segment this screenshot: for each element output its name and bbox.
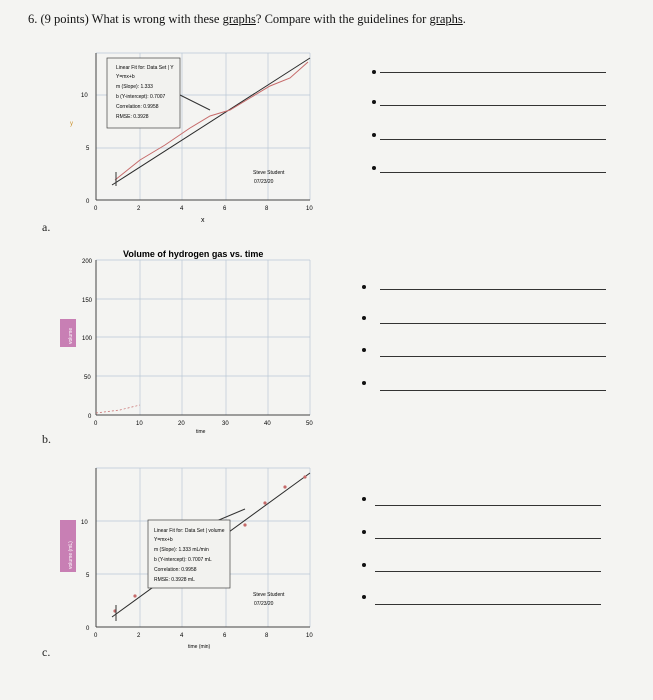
svg-text:8: 8 <box>265 633 269 639</box>
svg-text:0: 0 <box>86 626 90 632</box>
graph-c <box>60 465 330 655</box>
answer-line[interactable] <box>380 323 606 324</box>
svg-text:0: 0 <box>86 199 90 205</box>
answer-line[interactable] <box>380 356 606 357</box>
answer-line[interactable] <box>375 604 601 605</box>
svg-text:6: 6 <box>223 206 227 212</box>
part-label-a: a. <box>42 220 51 234</box>
signature-a-name: Steve Student <box>253 170 285 176</box>
svg-text:0: 0 <box>94 421 98 427</box>
answer-bullet <box>362 348 366 352</box>
fit-box-c-line3: b (Y-intercept): 0.7007 mL <box>154 557 212 563</box>
graph-b-title: Volume of hydrogen gas vs. time <box>123 249 264 259</box>
svg-text:5: 5 <box>86 573 90 579</box>
fit-box-a-line2: m (Slope): 1.333 <box>116 84 153 90</box>
svg-text:10: 10 <box>81 520 88 526</box>
question-number: 6. <box>28 12 38 26</box>
svg-text:50: 50 <box>306 421 313 427</box>
y-label-c: volume (mL) <box>68 541 74 569</box>
answer-bullet <box>362 497 366 501</box>
fit-box-a-line3: b (Y-intercept): 0.7007 <box>116 94 166 100</box>
answer-line[interactable] <box>380 105 606 106</box>
svg-text:10: 10 <box>81 93 88 99</box>
answer-bullet <box>362 595 366 599</box>
y-label-a: y <box>70 121 73 127</box>
answer-line[interactable] <box>380 289 606 290</box>
fit-box-c-line1: Y=mx+b <box>154 537 173 543</box>
answer-bullet <box>372 166 376 170</box>
svg-text:10: 10 <box>136 421 143 427</box>
answer-bullet <box>362 381 366 385</box>
graph-b <box>60 245 330 435</box>
svg-text:10: 10 <box>306 633 313 639</box>
signature-a-date: 07/23/20 <box>254 179 274 185</box>
svg-text:40: 40 <box>264 421 271 427</box>
svg-text:4: 4 <box>180 633 184 639</box>
svg-text:0: 0 <box>94 633 98 639</box>
answer-bullet <box>362 285 366 289</box>
answer-bullet <box>362 563 366 567</box>
svg-text:0: 0 <box>88 414 92 420</box>
answer-bullet <box>372 100 376 104</box>
answer-line[interactable] <box>380 172 606 173</box>
graph-a <box>60 50 330 225</box>
svg-text:200: 200 <box>82 259 93 265</box>
signature-c-name: Steve Student <box>253 592 285 598</box>
svg-text:0: 0 <box>94 206 98 212</box>
svg-text:2: 2 <box>137 633 141 639</box>
fit-box-c-line2: m (Slope): 1.333 mL/min <box>154 547 209 553</box>
question-points: (9 points) <box>40 12 89 26</box>
answer-line[interactable] <box>380 139 606 140</box>
signature-c-date: 07/23/20 <box>254 601 274 607</box>
x-label-c: time (min) <box>188 644 211 650</box>
question-text: 6. (9 points) What is wrong with these graphs? Compare with the guidelines for graphs. <box>28 12 466 26</box>
fit-box-a-line5: RMSE: 0.3928 <box>116 114 149 120</box>
svg-text:5: 5 <box>86 146 90 152</box>
svg-text:2: 2 <box>137 206 141 212</box>
svg-text:6: 6 <box>223 633 227 639</box>
fit-box-a-line0: Linear Fit for: Data Set | Y <box>116 65 174 71</box>
fit-box-a-line4: Correlation: 0.9958 <box>116 104 159 110</box>
answer-line[interactable] <box>375 538 601 539</box>
fit-box-c-line4: Correlation: 0.9958 <box>154 567 197 573</box>
x-label-a: x <box>201 217 205 224</box>
answer-line[interactable] <box>380 390 606 391</box>
svg-text:8: 8 <box>265 206 269 212</box>
answer-bullet <box>362 316 366 320</box>
answer-line[interactable] <box>375 505 601 506</box>
svg-text:4: 4 <box>180 206 184 212</box>
fit-box-c-line0: Linear Fit for: Data Set | volume <box>154 528 225 534</box>
fit-box-a-line1: Y=mx+b <box>116 74 135 80</box>
answer-line[interactable] <box>375 571 601 572</box>
svg-text:10: 10 <box>306 206 313 212</box>
part-label-b: b. <box>42 432 51 446</box>
answer-line[interactable] <box>380 72 606 73</box>
answer-bullet <box>372 70 376 74</box>
svg-text:30: 30 <box>222 421 229 427</box>
answer-bullet <box>362 530 366 534</box>
x-label-b: time <box>196 429 206 435</box>
svg-text:100: 100 <box>82 336 93 342</box>
part-label-c: c. <box>42 645 51 659</box>
answer-bullet <box>372 133 376 137</box>
svg-text:20: 20 <box>178 421 185 427</box>
svg-text:150: 150 <box>82 298 93 304</box>
svg-text:50: 50 <box>84 375 91 381</box>
y-label-b: volume <box>68 327 74 344</box>
fit-box-c-line5: RMSE: 0.3928 mL <box>154 577 195 583</box>
